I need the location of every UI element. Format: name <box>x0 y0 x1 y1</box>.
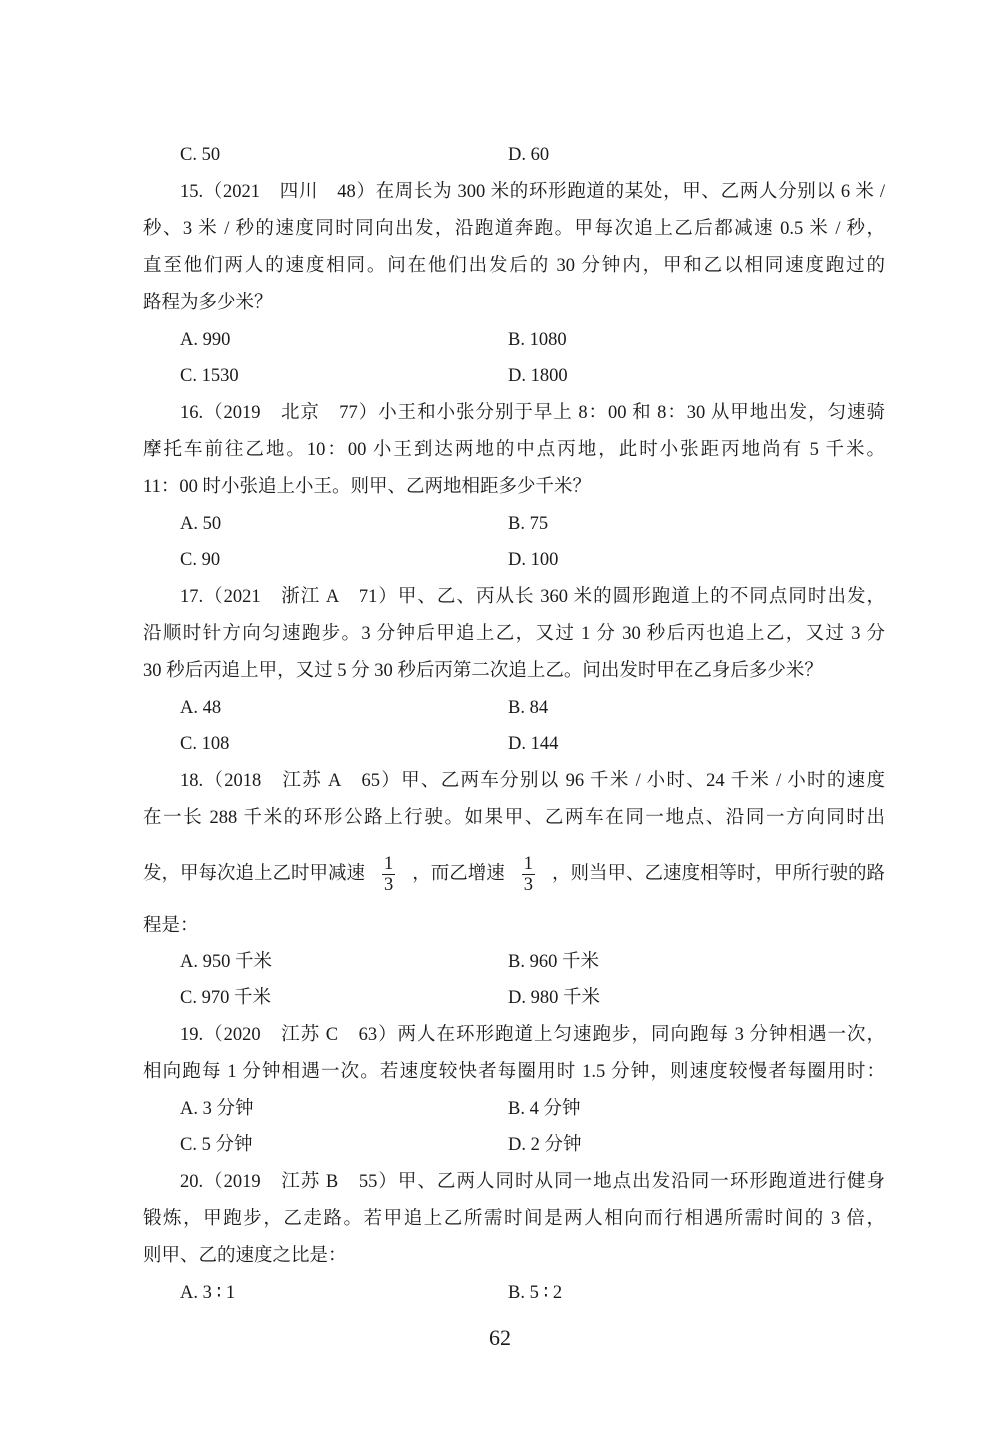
q18-option-b: B. 960 千米 <box>508 952 599 972</box>
question-20-line-1: 20.（2019 江苏 B 55）甲、乙两人同时从同一地点出发沿同一环形跑道进行健身 <box>180 1172 885 1192</box>
q15-option-d: D. 1800 <box>508 366 568 386</box>
q18-option-c: C. 970 千米 <box>180 988 271 1008</box>
q17-option-c: C. 108 <box>180 734 230 754</box>
question-18-line-4: 程是： <box>143 916 199 936</box>
q17-option-b: B. 84 <box>508 698 549 718</box>
question-15-line-2: 秒、3 米 / 秒的速度同时同向出发，沿跑道奔跑。甲每次追上乙后都减速 0.5 米 / 秒， <box>143 219 885 239</box>
question-20-line-2: 锻炼，甲跑步，乙走路。若甲追上乙所需时间是两人相向而行相遇所需时间的 3 倍， <box>143 1209 885 1229</box>
question-19-line-2: 相向跑每 1 分钟相遇一次。若速度较快者每圈用时 1.5 分钟，则速度较慢者每圈用时： <box>143 1062 885 1082</box>
q18-text-seg-1: 发，甲每次追上乙时甲减速 <box>143 864 366 884</box>
q15-option-b: B. 1080 <box>508 330 567 350</box>
question-16-line-2: 摩托车前往乙地。10：00 小王到达两地的中点丙地，此时小张距丙地尚有 5 千米。 <box>143 440 885 460</box>
q17-option-d: D. 144 <box>508 734 559 754</box>
fraction-numerator: 1 <box>523 853 533 874</box>
q16-option-b: B. 75 <box>508 514 549 534</box>
q20-option-a: A. 3 ∶ 1 <box>180 1283 236 1303</box>
q19-option-c: C. 5 分钟 <box>180 1135 253 1155</box>
prev-option-d: D. 60 <box>508 145 550 165</box>
q20-option-b: B. 5 ∶ 2 <box>508 1283 563 1303</box>
question-15-line-1: 15.（2021 四川 48）在周长为 300 米的环形跑道的某处，甲、乙两人分别以 6 米 / <box>180 182 885 202</box>
fraction-one-third <box>382 854 395 895</box>
q18-option-a: A. 950 千米 <box>180 952 272 972</box>
q19-option-b: B. 4 分钟 <box>508 1099 581 1119</box>
question-17-line-1: 17.（2021 浙江 A 71）甲、乙、丙从长 360 米的圆形跑道上的不同点同时出发， <box>180 587 885 607</box>
q16-option-c: C. 90 <box>180 550 221 570</box>
q18-option-d: D. 980 千米 <box>508 988 600 1008</box>
prev-option-c: C. 50 <box>180 145 221 165</box>
question-18-line-1: 18.（2018 江苏 A 65）甲、乙两车分别以 96 千米 / 小时、24 千米 / 小时的速度 <box>180 771 885 791</box>
question-17-line-3: 30 秒后丙追上甲，又过 5 分 30 秒后丙第二次追上乙。问出发时甲在乙身后多少米？ <box>143 661 823 681</box>
q19-option-d: D. 2 分钟 <box>508 1135 582 1155</box>
q17-option-a: A. 48 <box>180 698 222 718</box>
q18-text-seg-2: ，而乙增速 <box>412 864 505 884</box>
question-15-line-4: 路程为多少米？ <box>143 293 273 313</box>
q16-option-d: D. 100 <box>508 550 559 570</box>
fraction-denominator: 3 <box>523 874 533 895</box>
question-16-line-1: 16.（2019 北京 77）小王和小张分别于早上 8：00 和 8：30 从甲地出发，匀速骑 <box>180 403 885 423</box>
question-20-line-3: 则甲、乙的速度之比是： <box>143 1246 347 1266</box>
q15-option-c: C. 1530 <box>180 366 239 386</box>
question-15-line-3: 直至他们两人的速度相同。问在他们出发后的 30 分钟内，甲和乙以相同速度跑过的 <box>143 256 885 276</box>
question-19-line-1: 19.（2020 江苏 C 63）两人在环形跑道上匀速跑步，同向跑每 3 分钟相遇一次， <box>180 1025 885 1045</box>
q19-option-a: A. 3 分钟 <box>180 1099 254 1119</box>
q16-option-a: A. 50 <box>180 514 222 534</box>
question-17-line-2: 沿顺时针方向匀速跑步。3 分钟后甲追上乙，又过 1 分 30 秒后丙也追上乙，又过 3 分 <box>143 624 885 644</box>
question-16-line-3: 11：00 时小张追上小王。则甲、乙两地相距多少千米？ <box>143 477 591 497</box>
fraction-one-third <box>522 854 535 895</box>
question-18-line-3 <box>143 852 885 896</box>
question-18-line-2: 在一长 288 千米的环形公路上行驶。如果甲、乙两车在同一地点、沿同一方向同时出 <box>143 808 885 828</box>
q18-text-seg-3: ，则当甲、乙速度相等时，甲所行驶的路 <box>551 864 885 884</box>
q15-option-a: A. 990 <box>180 330 231 350</box>
fraction-numerator: 1 <box>384 853 394 874</box>
fraction-denominator: 3 <box>384 874 394 895</box>
page-number: 62 <box>489 1325 511 1350</box>
